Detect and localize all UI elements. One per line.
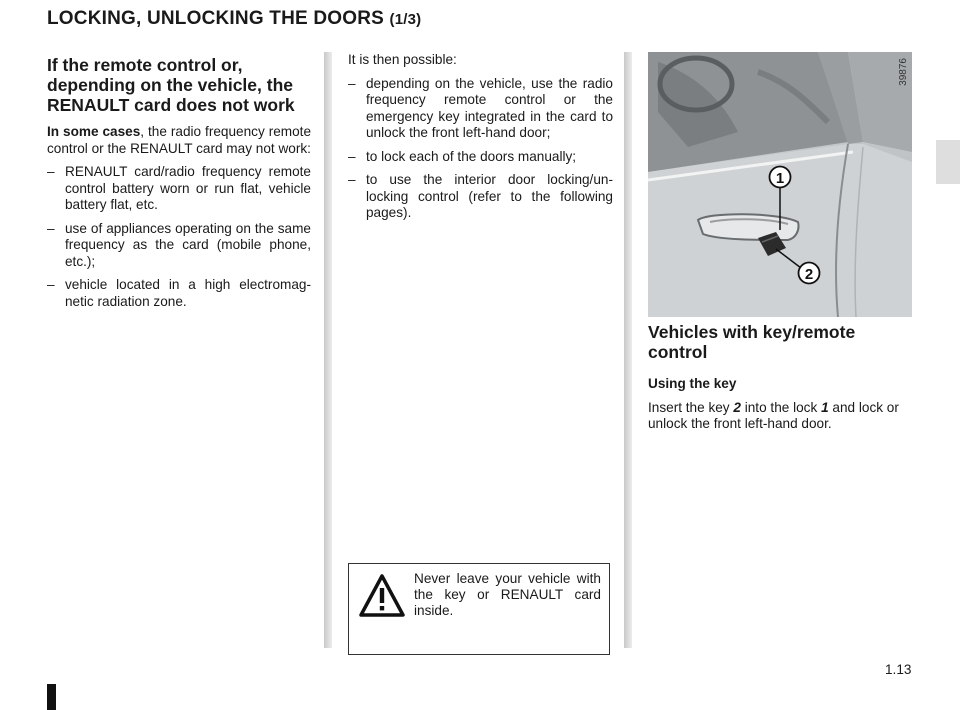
list-item: – use of appliances operating on the same frequency as the card (mobile phone, etc.); xyxy=(47,220,311,269)
intro-bold: In some cases xyxy=(47,124,141,139)
list-item-text: to lock each of the doors manually; xyxy=(366,148,577,164)
list-item-text: depending on the vehicle, use the radio frequency remote control or the emergency key integrated in the card to unlock the front left-hand door; xyxy=(366,75,613,140)
page-title-suffix: (1/3) xyxy=(389,11,422,28)
page-number: 1.13 xyxy=(885,662,912,677)
warning-text: Never leave your vehicle with the key or RENAULT card inside. xyxy=(414,571,601,618)
instr-c: and lock or unlock the front left-hand door. xyxy=(648,399,899,431)
key-ref: 2 xyxy=(733,399,741,415)
section-heading: Vehicles with key/remote control xyxy=(648,322,856,362)
intro-paragraph: It is then possible: xyxy=(348,52,457,67)
list-item-text: vehicle located in a high electromag-netic radiation zone. xyxy=(65,277,311,309)
instr-a: Insert the key xyxy=(648,399,734,415)
warning-triangle-icon xyxy=(358,572,406,620)
chapter-tab xyxy=(936,140,960,184)
intro-paragraph xyxy=(47,124,311,157)
warning-box xyxy=(348,563,610,655)
section-heading: If the remote control or, depending on the vehicle, the RENAULT card does not work xyxy=(47,55,295,115)
list-item: – depending on the vehicle, use the radio frequency remote control or the emergency key integrated in the card to unlock the front left-hand door; xyxy=(348,75,613,140)
door-lock-illustration xyxy=(648,52,912,317)
column-left xyxy=(47,55,311,317)
lock-ref: 1 xyxy=(821,399,829,415)
callout-1: 1 xyxy=(775,170,785,187)
column-divider xyxy=(324,52,332,648)
door-illustration-drawing xyxy=(648,52,912,317)
instr-b: into the lock xyxy=(740,399,822,415)
column-middle xyxy=(348,52,613,229)
intro-rest: , the radio frequency remote control or the RENAULT card may not work: xyxy=(47,124,311,156)
column-right xyxy=(648,322,913,440)
list-item-text: use of appliances operating on the same frequency as the card (mobile phone, etc.); xyxy=(65,220,311,269)
page-title-text: LOCKING, UNLOCKING THE DOORS xyxy=(47,8,385,29)
key-instructions xyxy=(648,400,913,433)
list-item-text: RENAULT card/radio frequency remote control battery worn or run flat, vehicle battery flat, etc. xyxy=(65,164,311,212)
list-item: – to lock each of the doors manually; xyxy=(348,149,613,166)
list-item-text: to use the interior door locking/un-locking control (refer to the following pages). xyxy=(366,172,613,220)
column-divider xyxy=(624,52,632,648)
subheading: Using the key xyxy=(648,376,737,391)
corner-mark xyxy=(47,684,56,710)
callout-2: 2 xyxy=(804,266,814,283)
list-item: – RENAULT card/radio frequency remote control battery worn or run flat, vehicle battery flat, etc. xyxy=(47,164,311,212)
page-title xyxy=(47,8,421,30)
list-item: – to use the interior door locking/un-locking control (refer to the following pages). xyxy=(348,172,613,220)
figure-code: 39876 xyxy=(898,58,909,86)
list-item: – vehicle located in a high electromag-netic radiation zone. xyxy=(47,277,311,309)
